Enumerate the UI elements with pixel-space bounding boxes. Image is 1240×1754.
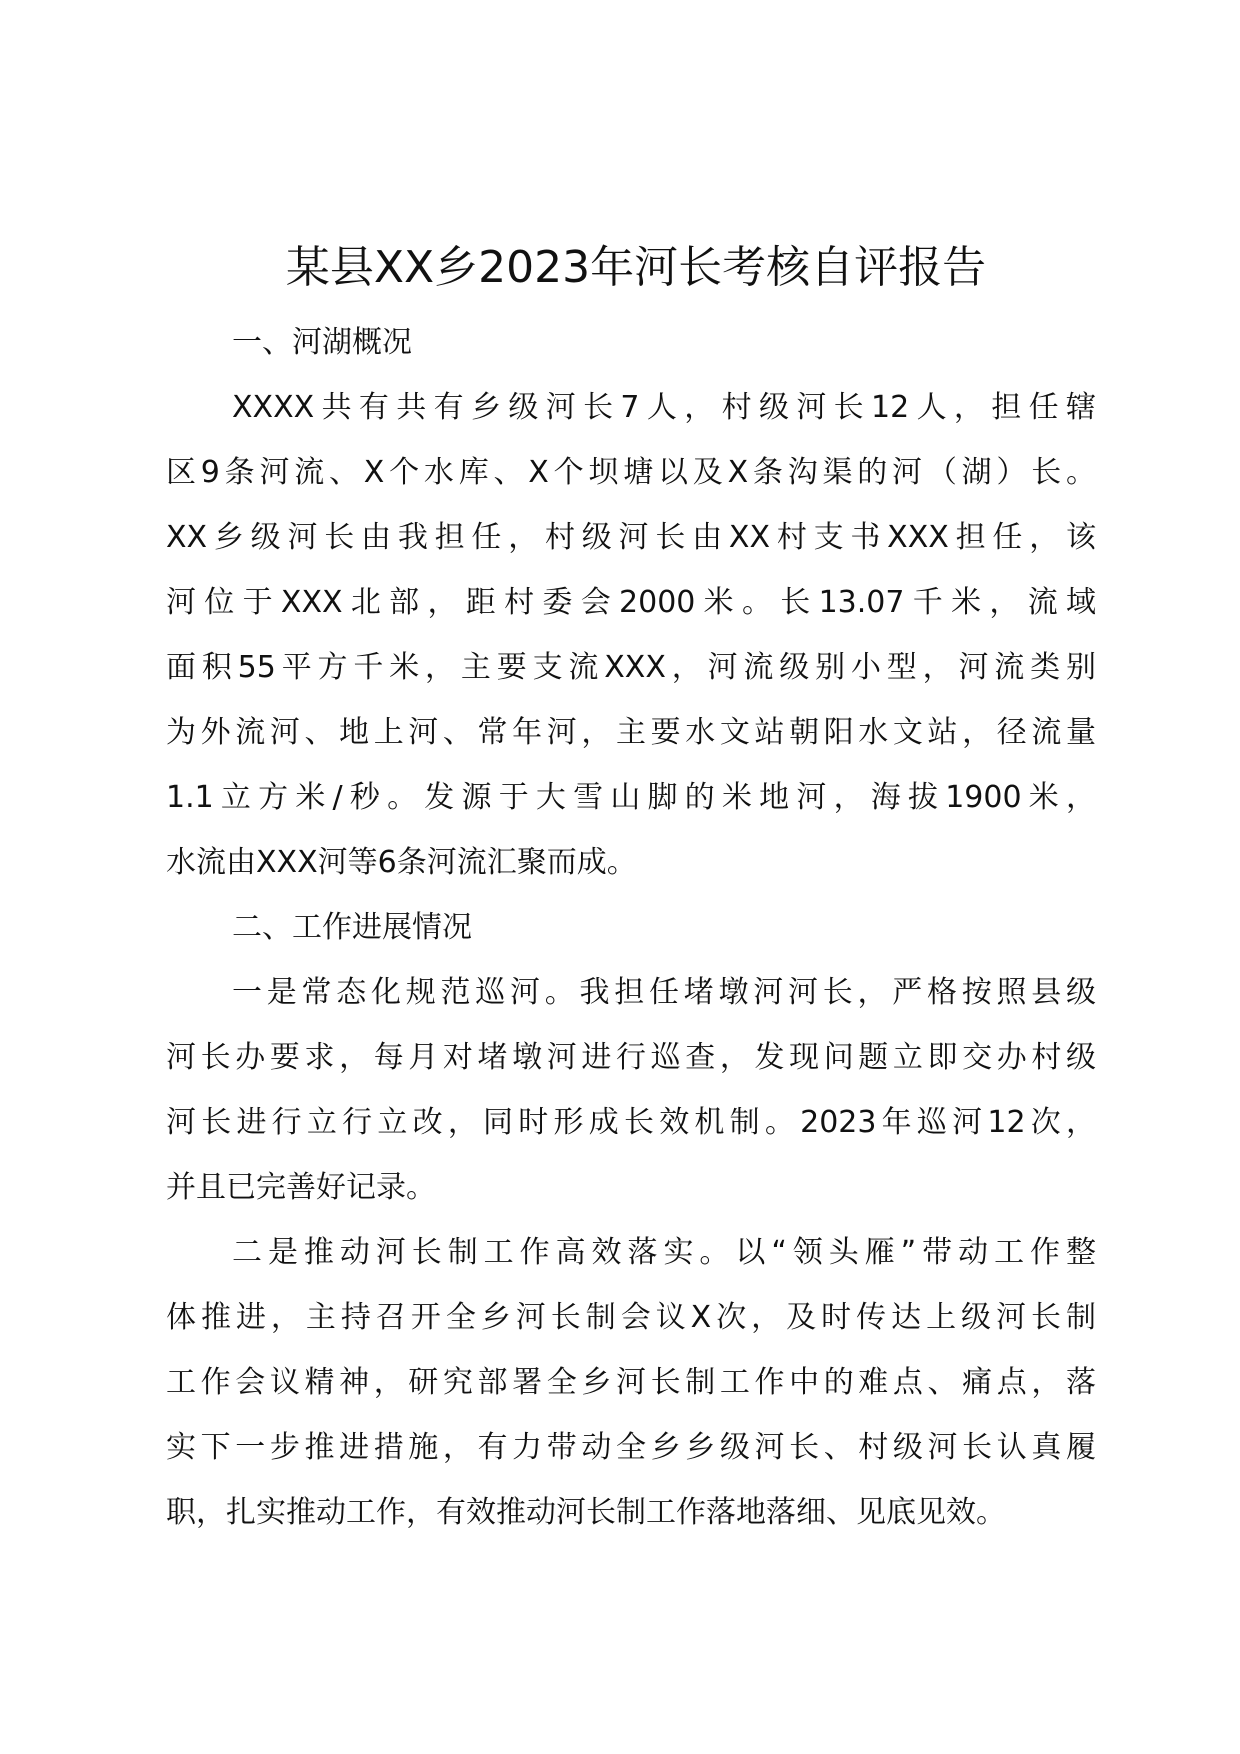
patrol-paragraph	[166, 960, 1096, 1220]
text-line: 河位于XXX北部，距村委会2000米。长13.07千米，流域	[166, 585, 1096, 620]
section-heading-progress: 二、工作进展情况	[232, 910, 472, 945]
text-line: 面积55平方千米，主要支流XXX，河流级别小型，河流类别	[166, 650, 1096, 685]
text-line: 1.1立方米/秒。发源于大雪山脚的米地河，海拔1900米，	[166, 780, 1096, 815]
document-body	[166, 234, 1096, 1545]
text-line: 并且已完善好记录。	[166, 1170, 436, 1205]
text-line: 体推进，主持召开全乡河长制会议X次，及时传达上级河长制	[166, 1300, 1096, 1335]
text-line: 职，扎实推动工作，有效推动河长制工作落地落细、见底见效。	[166, 1495, 1006, 1530]
text-line: 一是常态化规范巡河。我担任堵墩河河长，严格按照县级	[232, 975, 1096, 1010]
text-line: 水流由XXX河等6条河流汇聚而成。	[166, 845, 637, 880]
text-line: 二是推动河长制工作高效落实。以“领头雁”带动工作整	[232, 1235, 1096, 1270]
implementation-paragraph	[166, 1220, 1096, 1545]
text-line: XX乡级河长由我担任，村级河长由XX村支书XXX担任，该	[166, 520, 1096, 555]
text-line: 为外流河、地上河、常年河，主要水文站朝阳水文站，径流量	[166, 715, 1096, 750]
section-heading-overview: 一、河湖概况	[232, 325, 412, 360]
text-line: 河长办要求，每月对堵墩河进行巡查，发现问题立即交办村级	[166, 1040, 1096, 1075]
text-line: 区9条河流、X个水库、X个坝塘以及X条沟渠的河（湖）长。	[166, 455, 1096, 490]
text-line: 工作会议精神，研究部署全乡河长制工作中的难点、痛点，落	[166, 1365, 1096, 1400]
overview-paragraph	[166, 375, 1096, 895]
text-line: 河长进行立行立改，同时形成长效机制。2023年巡河12次，	[166, 1105, 1096, 1140]
text-line: 实下一步推进措施，有力带动全乡乡级河长、村级河长认真履	[166, 1430, 1096, 1465]
document-title: 某县XX乡2023年河长考核自评报告	[285, 242, 987, 293]
text-line: XXXX共有共有乡级河长7人，村级河长12人，担任辖	[232, 390, 1096, 425]
